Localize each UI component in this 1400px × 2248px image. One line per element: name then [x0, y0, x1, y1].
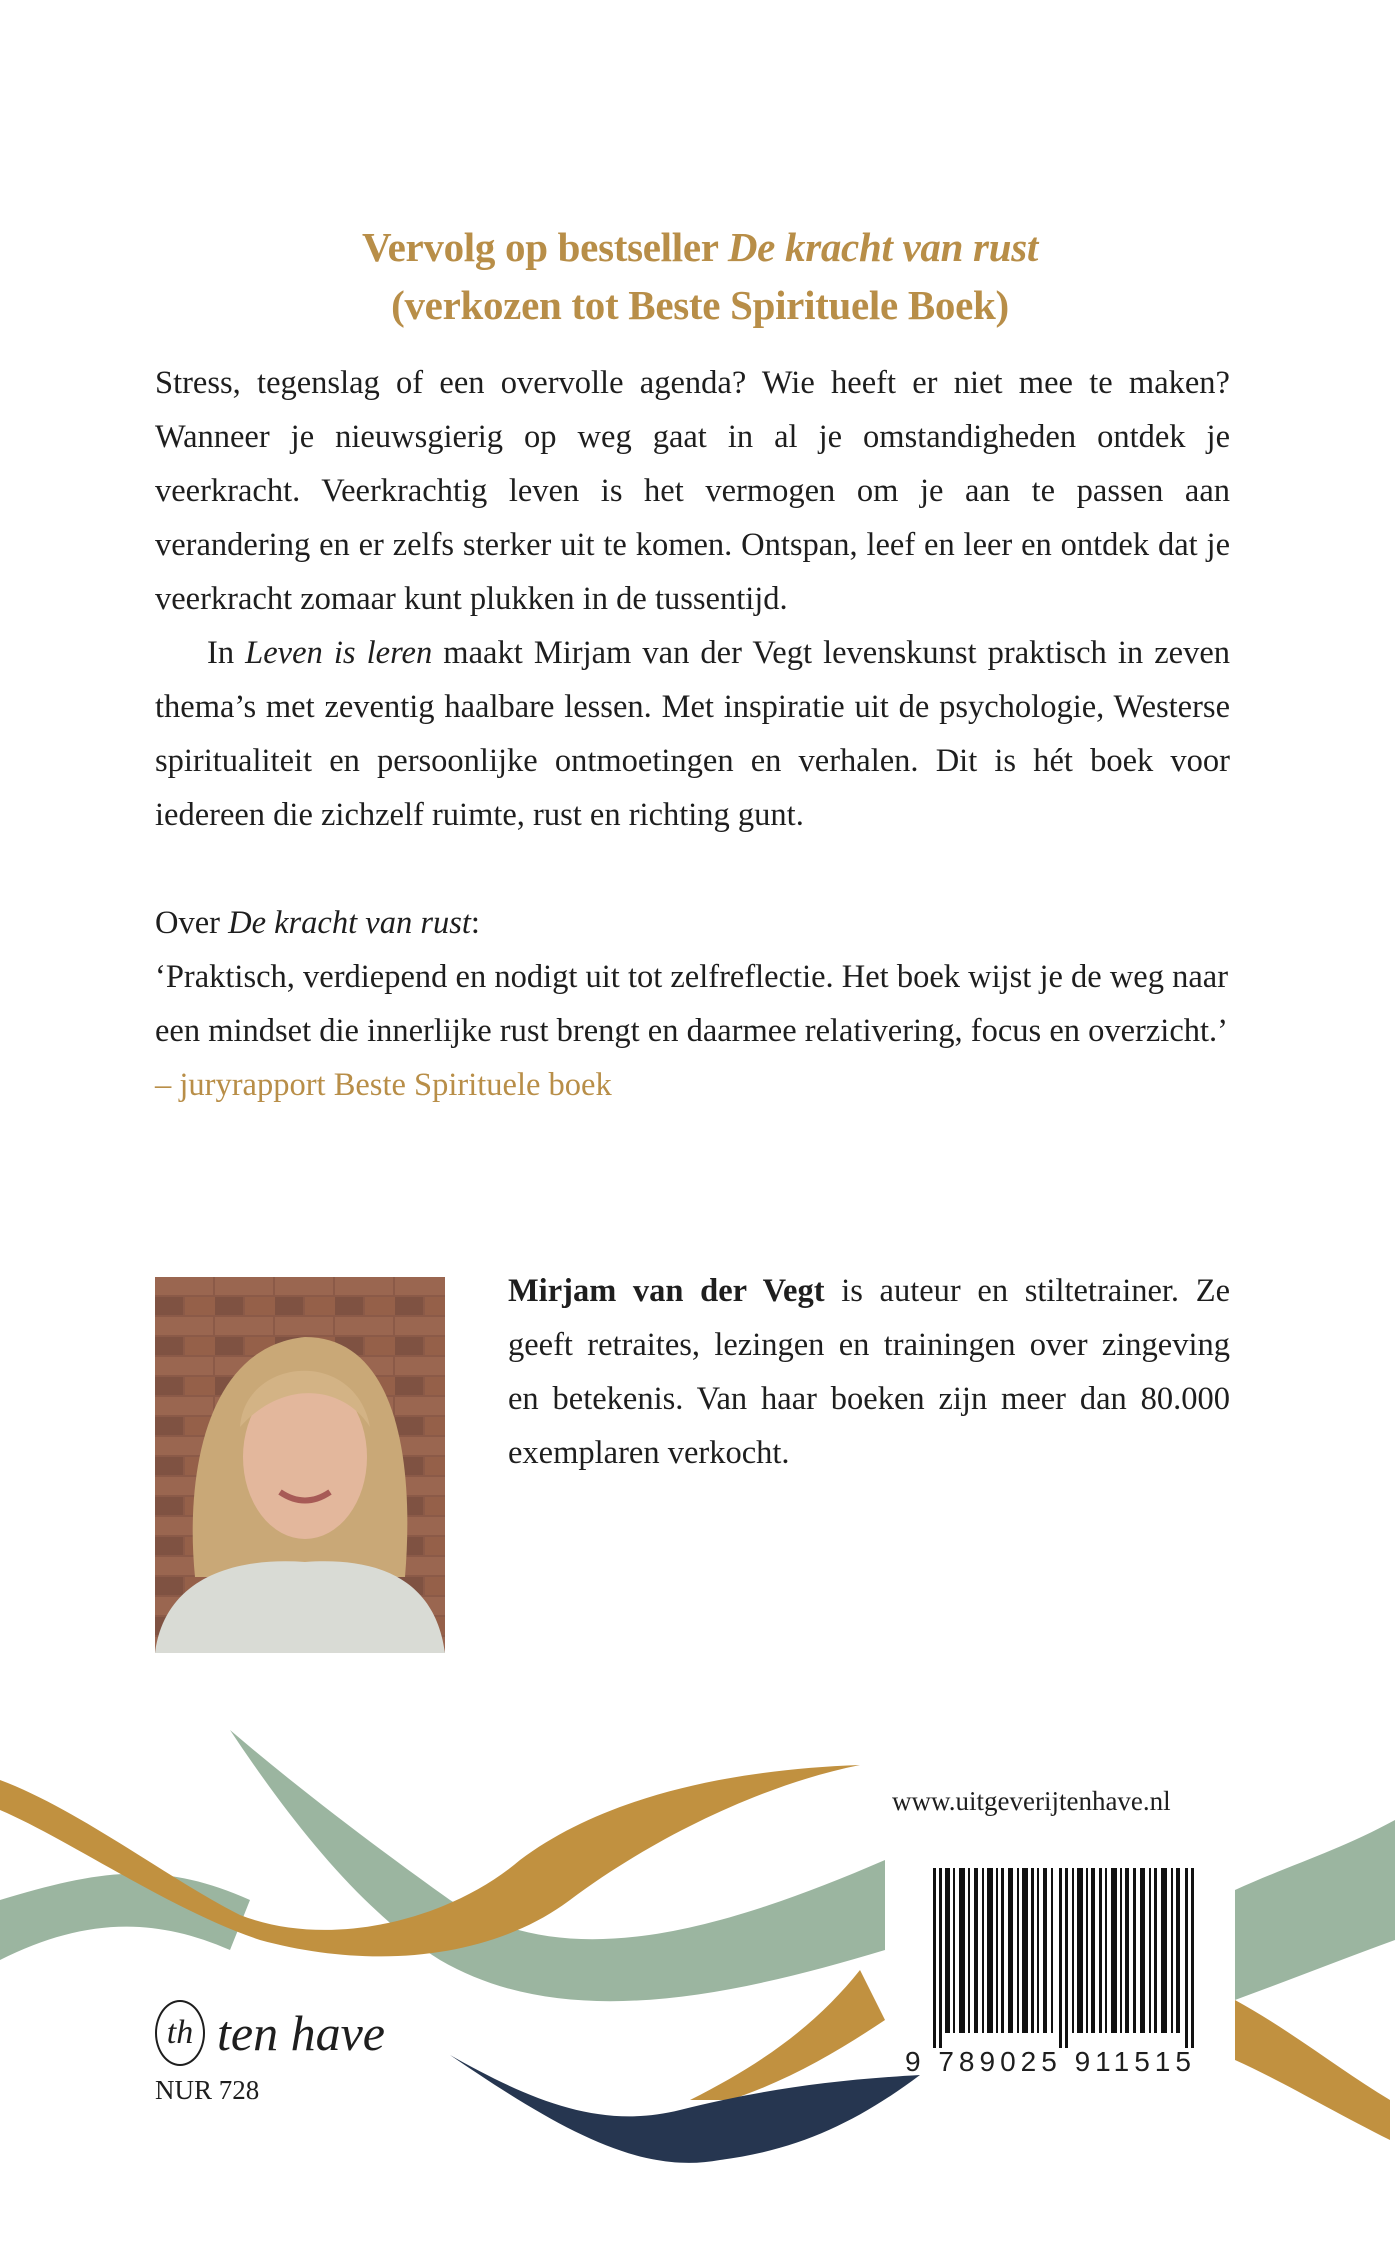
review-quote — [155, 950, 1230, 1112]
author-bio-text: is auteur en stiltetrainer. Ze geeft retraites, lezingen en trainingen over zingeving en betekenis. Van haar boeken zijn meer dan 80.000 exemplaren verkocht. — [508, 1273, 1230, 1471]
publisher-url[interactable]: www.uitgeverijtenhave.nl — [892, 1786, 1171, 1816]
author-bio — [508, 1264, 1230, 1480]
book-title: De kracht van rust — [228, 905, 471, 941]
quote-source: – juryrapport Beste Spirituele boek — [155, 1067, 612, 1103]
tagline-text: Vervolg op bestseller — [362, 224, 728, 270]
blurb — [155, 356, 1230, 1112]
text: In — [207, 635, 246, 671]
text: maakt Mirjam van der Vegt levenskunst praktisch in zeven thema’s met zeventig haalbare lessen. Met inspiratie uit de psychologie, Westerse spiritualiteit en persoonlijke ontmoetingen en verhalen. Dit is hét boek voor iedereen die zichzelf ruimte, rust en richting gunt. — [155, 635, 1230, 833]
tagline-heading — [0, 218, 1400, 334]
book-title: Leven is leren — [245, 635, 433, 671]
isbn-number: 9 789025 911515 — [905, 2046, 1196, 2077]
th-logo-icon: th — [155, 2000, 205, 2066]
publisher-logo — [155, 2000, 385, 2066]
author-photo — [155, 1277, 445, 1653]
nur-code: NUR 728 — [155, 2075, 260, 2105]
text: : — [470, 905, 480, 941]
blurb-paragraph-1: Stress, tegenslag of een overvolle agenda? Wie heeft er niet mee te maken? Wanneer je nieuwsgierig op weg gaat in al je omstandigheden ontdek je veerkracht. Veerkrachtig leven is het vermogen om je aan te passen aan verandering en er zelfs sterker uit te komen. Ontspan, leef en leer en ontdek dat je veerkracht zomaar kunt plukken in de tussentijd. — [155, 365, 1230, 617]
text: Over — [155, 905, 229, 941]
barcode — [933, 1868, 1198, 2048]
tagline-book-title: De kracht van rust — [727, 224, 1038, 270]
review-intro — [155, 896, 1230, 950]
tagline-award: (verkozen tot Beste Spirituele Boek) — [391, 282, 1009, 328]
publisher-name: ten have — [217, 2005, 385, 2061]
author-name: Mirjam van der Vegt — [508, 1273, 825, 1309]
quote-text: ‘Praktisch, verdiepend en nodigt uit tot zelfreflectie. Het boek wijst je de weg naar een mindset die innerlijke rust brengt en daarmee relativering, focus en overzicht.’ — [155, 959, 1229, 1049]
blurb-paragraph-2 — [155, 626, 1230, 842]
